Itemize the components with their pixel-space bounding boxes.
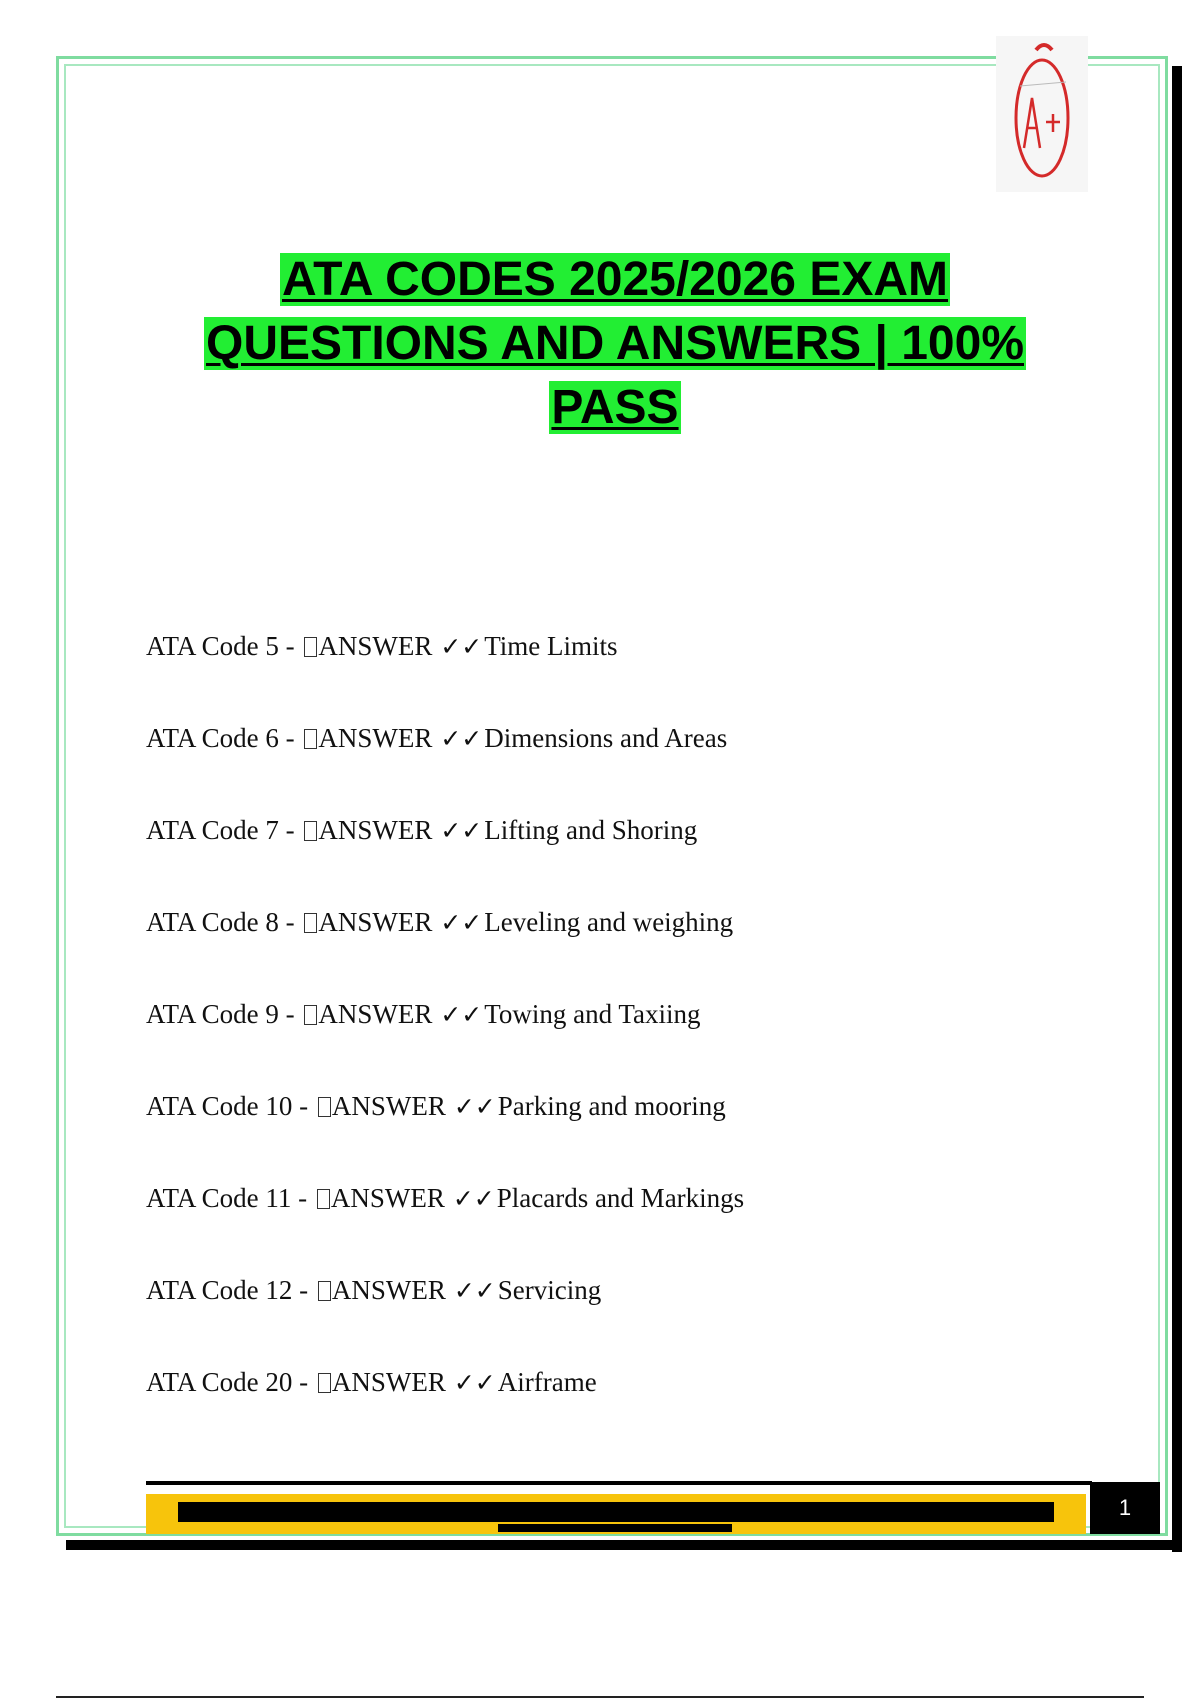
answer-label: ANSWER bbox=[331, 1367, 446, 1397]
list-item bbox=[146, 902, 1046, 994]
question-text: ATA Code 8 - bbox=[146, 907, 302, 937]
list-item bbox=[146, 1362, 1046, 1454]
double-check-icon: ✓✓ bbox=[440, 1000, 483, 1029]
double-check-icon: ✓✓ bbox=[453, 1276, 496, 1305]
answer-label: ANSWER bbox=[318, 631, 433, 661]
box-icon bbox=[318, 1097, 331, 1117]
footer-rule bbox=[146, 1481, 1092, 1485]
double-check-icon: ✓✓ bbox=[452, 1184, 495, 1213]
page-shadow-bottom bbox=[66, 1540, 1182, 1550]
answer-label: ANSWER bbox=[331, 1091, 446, 1121]
answer-label: ANSWER bbox=[318, 907, 433, 937]
double-check-icon: ✓✓ bbox=[453, 1368, 496, 1397]
question-text: ATA Code 9 - bbox=[146, 999, 302, 1029]
answer-text: Placards and Markings bbox=[496, 1183, 745, 1213]
list-item bbox=[146, 1270, 1046, 1362]
question-text: ATA Code 10 - bbox=[146, 1091, 315, 1121]
list-item bbox=[146, 810, 1046, 902]
footer-tick bbox=[498, 1524, 732, 1532]
box-icon bbox=[304, 637, 317, 657]
answer-text: Parking and mooring bbox=[497, 1091, 726, 1121]
answer-label: ANSWER bbox=[331, 1275, 446, 1305]
list-item bbox=[146, 1178, 1046, 1270]
answer-text: Time Limits bbox=[484, 631, 618, 661]
title-line-1: ATA CODES 2025/2026 EXAM bbox=[281, 253, 949, 306]
answer-label: ANSWER bbox=[330, 1183, 445, 1213]
box-icon bbox=[317, 1189, 330, 1209]
box-icon bbox=[304, 913, 317, 933]
double-check-icon: ✓✓ bbox=[453, 1092, 496, 1121]
list-item bbox=[146, 1086, 1046, 1178]
question-text: ATA Code 7 - bbox=[146, 815, 302, 845]
list-item bbox=[146, 994, 1046, 1086]
double-check-icon: ✓✓ bbox=[440, 724, 483, 753]
box-icon bbox=[304, 729, 317, 749]
answer-label: ANSWER bbox=[318, 999, 433, 1029]
page-divider bbox=[56, 1696, 1144, 1698]
list-item bbox=[146, 718, 1046, 810]
footer-bar bbox=[178, 1502, 1054, 1522]
answer-text: Lifting and Shoring bbox=[484, 815, 698, 845]
list-item bbox=[146, 626, 1046, 718]
title-line-2: QUESTIONS AND ANSWERS | 100% bbox=[205, 317, 1024, 370]
answer-text: Airframe bbox=[497, 1367, 597, 1397]
question-text: ATA Code 6 - bbox=[146, 723, 302, 753]
question-text: ATA Code 12 - bbox=[146, 1275, 315, 1305]
document-title bbox=[140, 248, 1090, 440]
box-icon bbox=[318, 1373, 331, 1393]
answer-text: Leveling and weighing bbox=[484, 907, 734, 937]
question-text: ATA Code 5 - bbox=[146, 631, 302, 661]
answer-text: Dimensions and Areas bbox=[484, 723, 728, 753]
answer-text: Servicing bbox=[497, 1275, 602, 1305]
qa-list bbox=[146, 626, 1046, 1454]
answer-label: ANSWER bbox=[318, 815, 433, 845]
title-line-3: PASS bbox=[551, 381, 679, 434]
double-check-icon: ✓✓ bbox=[440, 632, 483, 661]
answer-label: ANSWER bbox=[318, 723, 433, 753]
question-text: ATA Code 20 - bbox=[146, 1367, 315, 1397]
double-check-icon: ✓✓ bbox=[440, 816, 483, 845]
page-shadow-right bbox=[1172, 66, 1182, 1552]
grade-stamp-icon bbox=[996, 36, 1088, 192]
answer-text: Towing and Taxiing bbox=[484, 999, 701, 1029]
box-icon bbox=[304, 821, 317, 841]
box-icon bbox=[304, 1005, 317, 1025]
page-number: 1 bbox=[1090, 1482, 1160, 1534]
box-icon bbox=[318, 1281, 331, 1301]
double-check-icon: ✓✓ bbox=[440, 908, 483, 937]
question-text: ATA Code 11 - bbox=[146, 1183, 314, 1213]
